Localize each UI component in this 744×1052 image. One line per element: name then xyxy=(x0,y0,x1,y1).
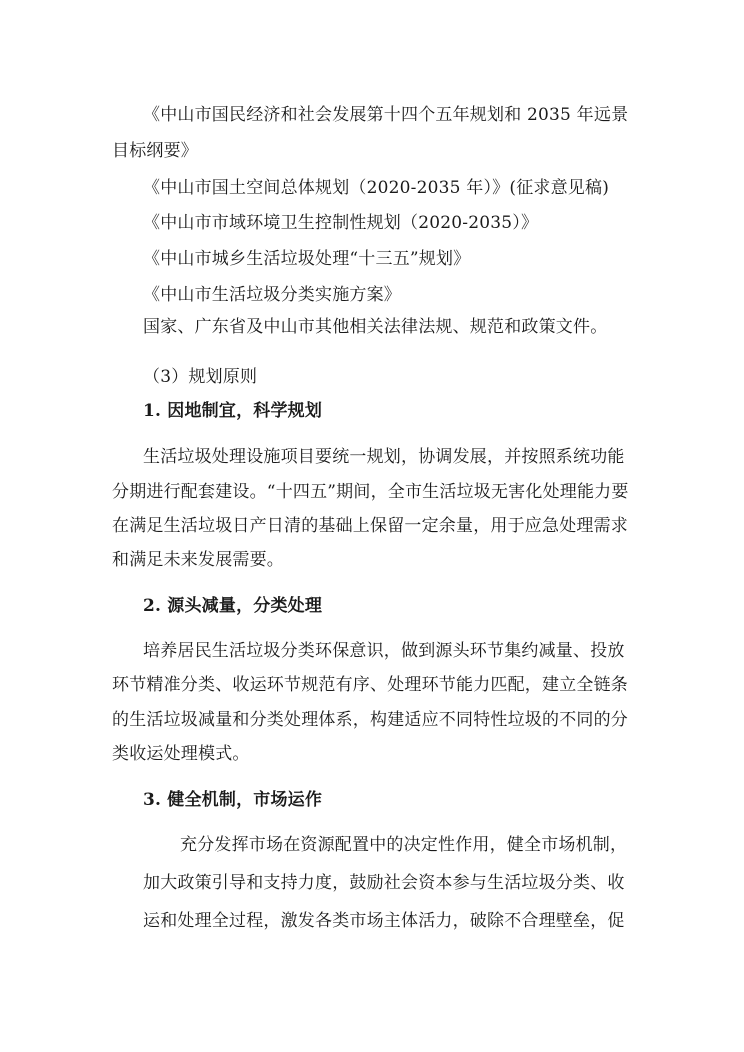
principle-3-line-2: 加大政策引导和支持力度，鼓励社会资本参与生活垃圾分类、收 xyxy=(143,873,625,893)
principle-2-line-3: 的生活垃圾减量和分类处理体系，构建适应不同特性垃圾的不同的分 xyxy=(112,710,628,730)
principle-1-line-4: 和满足未来发展需要。 xyxy=(112,550,284,570)
reference-line-7: 国家、广东省及中山市其他相关法律法规、规范和政策文件。 xyxy=(143,317,608,337)
principle-2-line-2: 环节精准分类、收运环节规范有序、处理环节能力匹配，建立全链条 xyxy=(112,675,628,695)
principle-3-line-1: 充分发挥市场在资源配置中的决定性作用，健全市场机制， xyxy=(180,835,628,855)
principle-3-title: 3. 健全机制，市场运作 xyxy=(143,790,323,810)
section-title: （3）规划原则 xyxy=(143,367,258,387)
principle-2-title: 2. 源头减量，分类处理 xyxy=(143,596,323,616)
principle-1-line-3: 在满足生活垃圾日产日清的基础上保留一定余量，用于应急处理需求 xyxy=(112,516,628,536)
principle-3-line-3: 运和处理全过程，激发各类市场主体活力，破除不合理壁垒，促 xyxy=(143,911,625,931)
reference-line-5: 《中山市城乡生活垃圾处理“十三五”规划》 xyxy=(143,249,471,269)
principle-2-line-4: 类收运处理模式。 xyxy=(112,744,250,764)
reference-line-6: 《中山市生活垃圾分类实施方案》 xyxy=(143,285,401,305)
principle-2-line-1: 培养居民生活垃圾分类环保意识，做到源头环节集约减量、投放 xyxy=(143,641,625,661)
principle-1-line-1: 生活垃圾处理设施项目要统一规划，协调发展，并按照系统功能 xyxy=(143,447,625,467)
principle-1-title: 1. 因地制宜，科学规划 xyxy=(143,401,323,421)
reference-line-1: 《中山市国民经济和社会发展第十四个五年规划和 2035 年远景 xyxy=(143,105,629,125)
reference-line-4: 《中山市市域环境卫生控制性规划（2020-2035）》 xyxy=(143,213,539,233)
principle-1-line-2: 分期进行配套建设。“十四五”期间，全市生活垃圾无害化处理能力要 xyxy=(112,482,629,502)
reference-line-3: 《中山市国土空间总体规划（2020-2035 年）》(征求意见稿) xyxy=(143,178,610,198)
reference-line-2: 目标纲要》 xyxy=(112,141,198,161)
